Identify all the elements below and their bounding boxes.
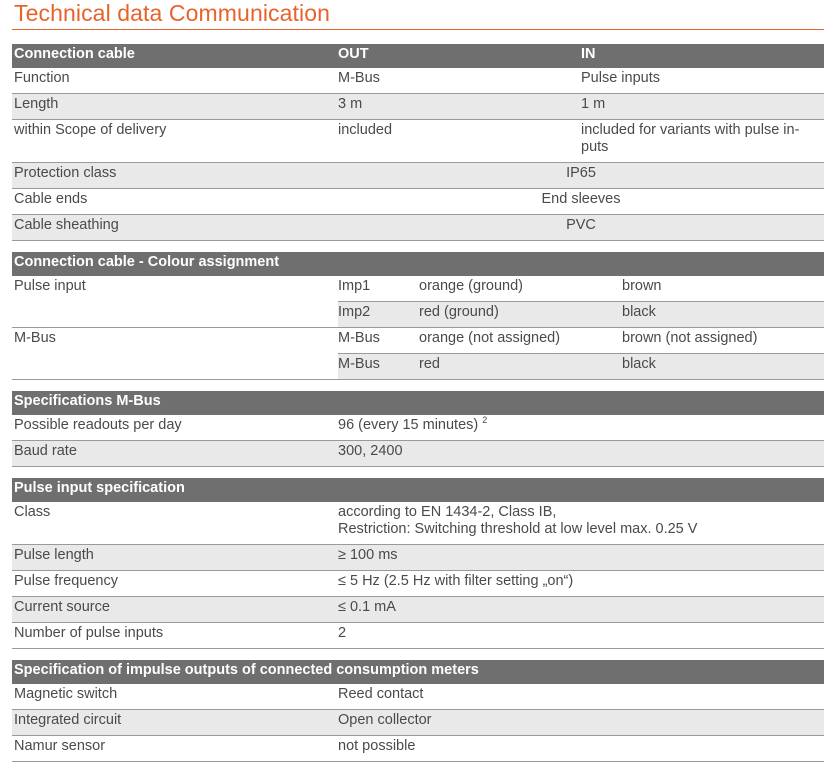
table-cell: included for variants with pulse in- — [581, 122, 800, 138]
mbus-spec-table — [12, 391, 824, 467]
table-cell: Open collector — [338, 712, 432, 728]
table-cell: M-Bus — [338, 330, 380, 346]
table-header-row — [12, 44, 824, 68]
table-cell: black — [622, 304, 656, 320]
table-cell: End sleeves — [541, 191, 621, 207]
table-row — [12, 189, 824, 215]
table-cell: ≤ 0.1 mA — [338, 599, 396, 615]
table-row — [12, 94, 824, 120]
row-shade — [338, 302, 824, 327]
title-underline — [12, 29, 824, 30]
table-cell: Protection class — [14, 165, 117, 181]
header-cell: IN — [581, 46, 596, 62]
table-cell: Pulse input — [14, 278, 86, 294]
table-cell: red — [419, 356, 440, 372]
table-cell: according to EN 1434-2, Class IB, — [338, 504, 557, 520]
table-cell: 3 m — [338, 96, 363, 112]
table-cell: 1 m — [581, 96, 606, 112]
table-row — [12, 354, 824, 380]
table-row — [12, 623, 824, 649]
table-cell: Function — [14, 70, 70, 86]
impulse-outputs-table — [12, 660, 824, 762]
table-cell: orange (not assigned) — [419, 330, 561, 346]
table-cell: M-Bus — [14, 330, 56, 346]
table-row — [12, 415, 824, 441]
header-cell: OUT — [338, 46, 369, 62]
footnote-marker: 2 — [482, 415, 488, 426]
table-cell: PVC — [566, 217, 596, 233]
table-cell: puts — [581, 139, 609, 155]
table-cell: red (ground) — [419, 304, 499, 320]
table-row — [12, 120, 824, 163]
header-cell: Pulse input specification — [14, 480, 185, 496]
table-row — [12, 328, 824, 354]
table-cell: brown — [622, 278, 662, 294]
table-cell: Reed contact — [338, 686, 424, 702]
table-cell: Class — [14, 504, 51, 520]
table-cell: brown (not assigned) — [622, 330, 758, 346]
readouts-value: 96 (every 15 minutes) — [338, 417, 479, 433]
table-header-row — [12, 391, 824, 415]
table-cell: black — [622, 356, 656, 372]
table-cell: Imp1 — [338, 278, 371, 294]
header-cell: Specification of impulse outputs of connected consumption meters — [14, 662, 479, 678]
table-cell: Cable sheathing — [14, 217, 119, 233]
table-header-row — [12, 478, 824, 502]
table-cell: not possible — [338, 738, 416, 754]
table-cell: Pulse length — [14, 547, 94, 563]
table-row — [12, 163, 824, 189]
table-cell: Integrated circuit — [14, 712, 122, 728]
pulse-spec-table — [12, 478, 824, 649]
table-cell: Number of pulse inputs — [14, 625, 164, 641]
table-row — [12, 215, 824, 241]
table-cell: Restriction: Switching threshold at low level max. 0.25 V — [338, 521, 698, 537]
header-cell: Connection cable - Colour assignment — [14, 254, 280, 270]
row-shade — [338, 354, 824, 379]
table-row — [12, 441, 824, 467]
table-cell: orange (ground) — [419, 278, 523, 294]
table-cell — [338, 417, 487, 434]
table-cell: included — [338, 122, 393, 138]
table-row — [12, 710, 824, 736]
table-cell: M-Bus — [338, 70, 380, 86]
header-cell: Specifications M-Bus — [14, 393, 161, 409]
table-cell: 300, 2400 — [338, 443, 403, 459]
table-row — [12, 571, 824, 597]
table-cell: 2 — [338, 625, 347, 641]
table-row — [12, 597, 824, 623]
table-cell: Cable ends — [14, 191, 88, 207]
table-cell: within Scope of delivery — [14, 122, 167, 138]
table-header-row — [12, 660, 824, 684]
table-row — [12, 684, 824, 710]
table-row — [12, 302, 824, 328]
header-cell: Connection cable — [14, 46, 135, 62]
table-cell: M-Bus — [338, 356, 380, 372]
page-title: Technical data Communication — [14, 0, 331, 26]
table-row — [12, 545, 824, 571]
table-row — [12, 736, 824, 762]
table-cell: ≥ 100 ms — [338, 547, 398, 563]
table-cell: Possible readouts per day — [14, 417, 182, 433]
table-cell: Namur sensor — [14, 738, 106, 754]
table-cell: Imp2 — [338, 304, 371, 320]
table-cell: ≤ 5 Hz (2.5 Hz with filter setting „on“) — [338, 573, 574, 589]
table-cell: Baud rate — [14, 443, 77, 459]
table-header-row — [12, 252, 824, 276]
table-cell: IP65 — [566, 165, 596, 181]
table-row — [12, 276, 824, 302]
table-row — [12, 68, 824, 94]
table-cell: Length — [14, 96, 59, 112]
table-row — [12, 502, 824, 545]
connection-cable-table — [12, 44, 824, 241]
table-cell: Magnetic switch — [14, 686, 118, 702]
table-cell: Pulse frequency — [14, 573, 118, 589]
colour-assignment-table — [12, 252, 824, 380]
table-cell: Pulse inputs — [581, 70, 660, 86]
table-cell: Current source — [14, 599, 110, 615]
